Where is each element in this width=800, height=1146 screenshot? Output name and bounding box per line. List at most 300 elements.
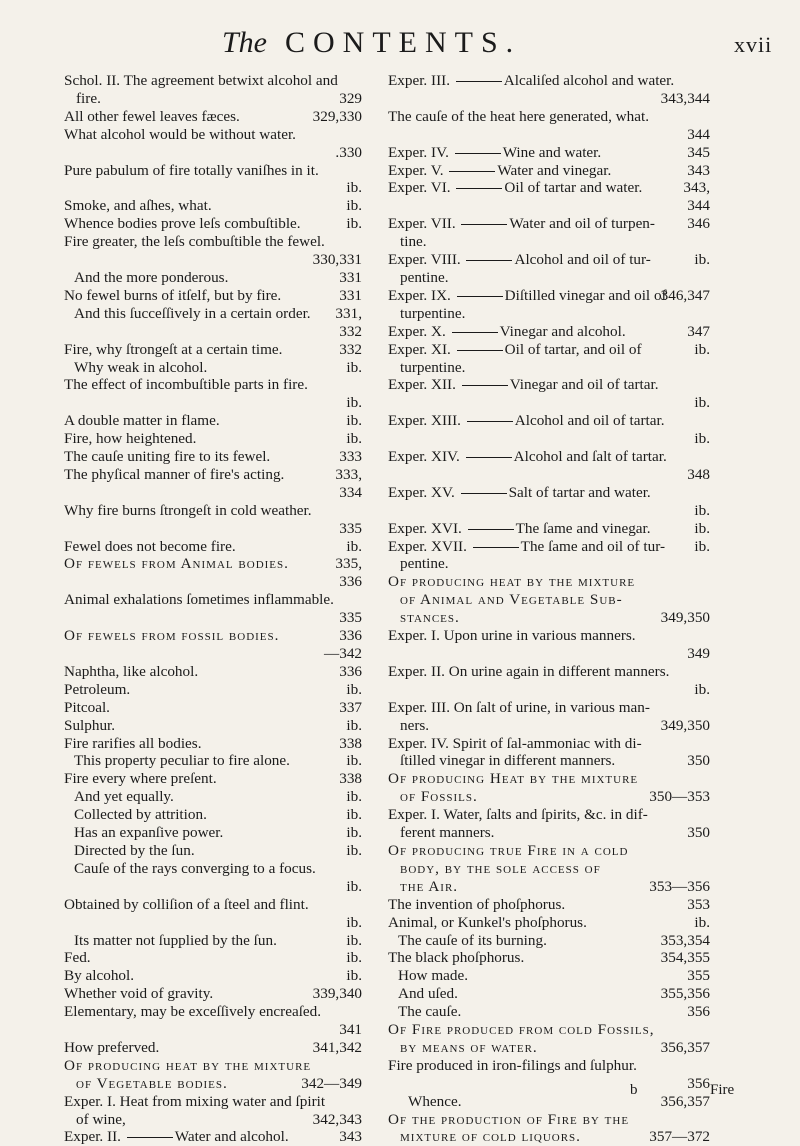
entry-text: Exper. I. Water, ſalts and ſpirits, &c. in dif- (388, 806, 648, 824)
rule-dash (449, 171, 495, 172)
section-heading: by means of water. (400, 1038, 538, 1056)
index-entry (388, 251, 710, 287)
index-entry (388, 1021, 710, 1057)
experiment-label: Exper. III. (388, 72, 454, 89)
entry-line (64, 108, 362, 126)
entry-line (64, 627, 362, 645)
title-article: The (222, 26, 267, 59)
index-entry (64, 359, 362, 377)
entry-text: Animal, or Kunkel's phoſphorus. (388, 913, 587, 931)
entry-text: Whence. (408, 1092, 462, 1110)
section-heading: mixture of cold liquors. (400, 1128, 581, 1146)
entry-text: turpentine. (400, 304, 466, 322)
entry-line (388, 609, 710, 627)
entry-text: Fire every where preſent. (64, 770, 217, 788)
index-entry (64, 1057, 362, 1093)
entry-text: Elementary, may be exceſſively encreaſed. (64, 1003, 322, 1021)
entry-line (64, 72, 362, 90)
page-ref: 333 (339, 448, 362, 466)
experiment-label: Exper. IV. (388, 143, 453, 161)
page-ref: 331 (339, 268, 362, 286)
entry-line (64, 538, 362, 556)
index-entry (64, 233, 362, 269)
rule-dash (456, 188, 502, 189)
entry-text: pentine. (400, 268, 449, 286)
index-entry (388, 520, 710, 538)
page-ref: 356,357 (660, 1092, 710, 1110)
section-heading: Of the production of Fire by the (388, 1110, 630, 1128)
rule-dash (468, 529, 514, 530)
entry-text: Pitcoal. (64, 698, 110, 716)
page-ref: 338 (339, 734, 362, 752)
index-entry (64, 932, 362, 950)
index-entry (64, 717, 362, 735)
entry-line (64, 233, 362, 251)
catchword: Fire (710, 1082, 735, 1098)
index-entry (388, 287, 710, 323)
rule-dash (456, 81, 502, 82)
experiment-label: Exper. VII. (388, 215, 460, 233)
index-entry (388, 967, 710, 985)
page-ref: ib. (346, 967, 362, 985)
entry-text: Fire greater, the leſs combuſtible the fewel. (64, 233, 325, 251)
entry-line (388, 215, 710, 233)
page-ref: 332 (339, 340, 362, 358)
entry-line (64, 967, 362, 985)
entry-text: Exper. II. On urine again in different manners. (388, 662, 670, 680)
entry-line (388, 233, 710, 251)
entry-text: turpentine. (400, 358, 466, 376)
page-ref: 345 (687, 143, 710, 161)
entry-text: And this ſucceſſively in a certain order. (74, 304, 311, 322)
page-ref: 334 (339, 483, 362, 501)
entry-line (388, 663, 710, 681)
rule-dash (455, 153, 501, 154)
entry-line (64, 197, 362, 215)
entry-text: This property peculiar to fire alone. (74, 752, 290, 770)
entry-text: The cauſe. (398, 1003, 462, 1021)
index-entry (64, 466, 362, 502)
index-entry (64, 502, 362, 538)
entry-text: The invention of phoſphorus. (388, 895, 566, 913)
entry-line (388, 179, 710, 197)
entry-text: fire. (76, 89, 101, 107)
page-ref: 331 (339, 286, 362, 304)
index-entry (388, 1003, 710, 1021)
entry-text: The cauſe of the heat here generated, what. (388, 107, 649, 125)
index-entry (64, 1128, 362, 1146)
index-entry (64, 108, 362, 126)
index-entry (64, 1003, 362, 1039)
entry-line (388, 896, 710, 914)
index-entry (64, 412, 362, 430)
page-ref: 355,356 (660, 985, 710, 1003)
page-ref: 331, (335, 304, 362, 322)
index-entry (388, 538, 710, 574)
section-heading: stances. (400, 609, 460, 627)
page-ref: 336 (339, 573, 362, 591)
entry-line (64, 341, 362, 359)
entry-text: Fire rarifies all bodies. (64, 734, 202, 752)
entry-text: Exper. III. On ſalt of urine, in various man- (388, 698, 650, 716)
entry-text: Fire produced in iron-filings and ſulphur. (388, 1056, 637, 1074)
entry-line (388, 878, 710, 896)
index-entry (64, 287, 362, 305)
entry-line (388, 699, 710, 717)
entry-line (388, 914, 710, 932)
entry-line (64, 663, 362, 681)
index-entry (64, 752, 362, 770)
index-entry (388, 484, 710, 520)
page-ref: ib. (346, 877, 362, 895)
page-ref: ib. (694, 537, 710, 555)
entry-line (64, 555, 362, 573)
section-heading: of Animal and Vegetable Sub- (400, 591, 623, 609)
index-entry (64, 824, 362, 842)
entry-text: Schol. II. The agreement betwixt alcohol and (64, 72, 338, 89)
section-heading: of Vegetable bodies. (76, 1074, 228, 1092)
index-entry (388, 144, 710, 162)
entry-text: ners. (400, 716, 430, 734)
index-entry (64, 376, 362, 412)
entry-text: Sulphur. (64, 716, 116, 734)
entry-line (388, 412, 710, 430)
page-ref: 356,357 (660, 1038, 710, 1056)
experiment-label: Exper. IX. (388, 286, 455, 304)
entry-text: The ſame and oil of tur- (520, 537, 666, 555)
entry-text: Smoke, and aſhes, what. (64, 197, 212, 215)
page-ref: ib. (694, 519, 710, 537)
index-entry (64, 448, 362, 466)
index-entry (388, 663, 710, 699)
entry-text: Alcohol and oil of tur- (514, 251, 651, 269)
experiment-label: Exper. VI. (388, 179, 455, 197)
index-entry (388, 448, 710, 484)
page-ref: ib. (694, 340, 710, 358)
experiment-label: Exper. XII. (388, 376, 460, 394)
page-ref: 349 (687, 645, 710, 662)
page-ref: ib. (346, 788, 362, 806)
index-entry (388, 108, 710, 144)
entry-text: All other fewel leaves fæces. (64, 107, 240, 125)
entry-text: of wine, (76, 1110, 126, 1128)
index-entry (64, 663, 362, 681)
rule-dash (461, 493, 507, 494)
entry-line (388, 932, 710, 950)
entry-text: Naphtha, like alcohol. (64, 662, 199, 680)
index-entry (64, 788, 362, 806)
page-ref: ib. (694, 251, 710, 269)
experiment-label: Exper. XIII. (388, 412, 465, 430)
entry-text: Whether void of gravity. (64, 985, 214, 1003)
page-ref: ib. (346, 913, 362, 931)
entry-text: Fire, how heightened. (64, 430, 197, 448)
section-heading: Of producing Heat by the mixture (388, 770, 639, 788)
entry-line (388, 341, 710, 359)
entry-text: The cauſe uniting fire to its fewel. (64, 448, 271, 466)
section-heading: Of fewels from fossil bodies. (64, 627, 280, 645)
page-ref: ib. (346, 394, 362, 412)
entry-line (64, 681, 362, 699)
entry-text: And uſed. (398, 985, 458, 1003)
running-header (0, 26, 800, 66)
index-entry (64, 126, 362, 162)
page-ref: ib. (346, 197, 362, 215)
page-ref: 332 (339, 322, 362, 340)
index-entry (388, 770, 710, 806)
index-entry (388, 699, 710, 735)
index-entry (388, 914, 710, 932)
index-entry (388, 1093, 710, 1111)
index-entry (388, 376, 710, 412)
entry-text: The effect of incombuſtible parts in fire. (64, 376, 308, 394)
index-entry (388, 1111, 710, 1146)
page-ref: ib. (346, 841, 362, 859)
entry-text: Fire, why ſtrongeſt at a certain time. (64, 340, 283, 358)
entry-line (388, 144, 710, 162)
entry-line (388, 806, 710, 824)
index-entry (388, 806, 710, 842)
page-ref: 344 (687, 197, 710, 215)
page-ref: ib. (346, 680, 362, 698)
index-entry (64, 896, 362, 932)
entry-line (388, 591, 710, 609)
page-ref: 350 (687, 824, 710, 842)
page-ref: 354,355 (660, 949, 710, 967)
entry-line (64, 305, 362, 323)
entry-text: Vinegar and alcohol. (499, 322, 626, 340)
index-entry (388, 162, 710, 180)
experiment-label: Exper. XVII. (388, 537, 471, 555)
section-heading: body, by the sole access of (400, 859, 601, 877)
entry-line (388, 949, 710, 967)
entry-line (388, 788, 710, 806)
entry-text: The phyſical manner of fire's acting. (64, 465, 285, 483)
index-entry (388, 341, 710, 377)
entry-line (388, 269, 710, 287)
index-entry (388, 949, 710, 967)
entry-line (388, 1111, 710, 1129)
entry-line (388, 770, 710, 788)
entry-line (64, 717, 362, 735)
entry-line (388, 359, 710, 377)
page-ref: 347 (687, 322, 710, 340)
entry-line (64, 735, 362, 753)
rule-dash (466, 260, 512, 261)
entry-text: Exper. I. Heat from mixing water and ſpirit (64, 1092, 326, 1110)
entry-line (388, 860, 710, 878)
page-ref: 353—356 (649, 877, 710, 895)
page-ref: 341 (339, 1021, 362, 1039)
entry-text: Alcohol and oil of tartar. (514, 412, 665, 430)
entry-line (388, 287, 710, 305)
entry-line (64, 1111, 362, 1129)
title-word: CONTENTS. (285, 26, 522, 59)
index-entry (64, 269, 362, 287)
index-entry (64, 949, 362, 967)
entry-text: Cauſe of the rays converging to a focus. (74, 859, 316, 877)
page-ref: ib. (694, 430, 710, 448)
page-ref: 350—353 (649, 788, 710, 806)
page-ref: ib. (346, 430, 362, 448)
index-entry (64, 591, 362, 627)
page-ref: 330,331 (312, 251, 362, 269)
entry-line (388, 717, 710, 735)
entry-text: How made. (398, 967, 469, 985)
entry-line (64, 1057, 362, 1075)
page-ref: ib. (346, 806, 362, 824)
entry-text: Exper. I. Upon urine in various manners. (388, 627, 636, 645)
entry-text: Collected by attrition. (74, 806, 207, 824)
entry-line (64, 430, 362, 448)
index-entry (388, 412, 710, 448)
entry-line (388, 1021, 710, 1039)
entry-line (64, 788, 362, 806)
entry-text: Oil of tartar, and oil of (504, 340, 642, 358)
rule-dash (467, 421, 513, 422)
index-entry (388, 215, 710, 251)
entry-line (64, 770, 362, 788)
entry-line (388, 448, 710, 466)
experiment-label: Exper. XV. (388, 483, 459, 501)
entry-line (64, 985, 362, 1003)
page-number: xvii (734, 32, 773, 57)
index-entry (388, 842, 710, 896)
entry-line (64, 949, 362, 967)
index-entry (64, 985, 362, 1003)
page-ref: 336 (339, 662, 362, 680)
page-title (222, 26, 521, 60)
entry-text: Diſtilled vinegar and oil of (504, 286, 667, 304)
entry-text: How preferved. (64, 1038, 160, 1056)
entry-line (64, 466, 362, 484)
page-ref: 356 (687, 1003, 710, 1021)
entry-text: Wine and water. (502, 143, 602, 161)
page-ref: 353 (687, 895, 710, 913)
entry-line (388, 484, 710, 502)
signature-mark: b (630, 1082, 638, 1098)
page-ref: 343 (687, 161, 710, 179)
page-ref: 343,344 (660, 89, 710, 107)
index-entry (64, 555, 362, 591)
index-entry (64, 1039, 362, 1057)
page-ref: 342—349 (301, 1074, 362, 1092)
page-ref: 349,350 (660, 609, 710, 627)
page-ref: 353,354 (660, 931, 710, 949)
index-entry (388, 1057, 710, 1093)
index-entry (388, 323, 710, 341)
rule-dash (457, 350, 503, 351)
index-entry (64, 806, 362, 824)
entry-line (388, 967, 710, 985)
rule-dash (127, 1137, 173, 1138)
entry-line (64, 126, 362, 144)
entry-text: Fewel does not become fire. (64, 537, 236, 555)
entry-text: By alcohol. (64, 967, 135, 985)
page-ref: ib. (346, 752, 362, 770)
index-entry (64, 305, 362, 341)
entry-text: Water and oil of turpen- (509, 215, 655, 233)
page-ref: ib. (346, 412, 362, 430)
index-entry (388, 179, 710, 215)
entry-text: And yet equally. (74, 788, 174, 806)
entry-line (388, 1057, 710, 1075)
entry-line (388, 376, 710, 394)
entry-text: Oil of tartar and water. (504, 179, 643, 197)
entry-text: The black phoſphorus. (388, 949, 525, 967)
entry-text: Vinegar and oil of tartar. (509, 376, 659, 394)
entry-line (64, 842, 362, 860)
page-ref: 349,350 (660, 716, 710, 734)
entry-line (388, 1039, 710, 1057)
entry-line (64, 896, 362, 914)
section-heading: of Fossils. (400, 788, 478, 806)
experiment-label: Exper. XIV. (388, 448, 464, 466)
section-heading: Of Fire produced from cold Fossils, (388, 1021, 655, 1039)
entry-line (64, 1039, 362, 1057)
rule-dash (452, 332, 498, 333)
section-heading: Of producing true Fire in a cold (388, 841, 629, 859)
entry-text: What alcohol would be without water. (64, 125, 296, 143)
page-ref: 346,347 (660, 286, 710, 304)
entry-line (388, 323, 710, 341)
entry-text: Why weak in alcohol. (74, 358, 208, 376)
rule-dash (461, 224, 507, 225)
entry-line (64, 376, 362, 394)
entry-line (64, 412, 362, 430)
page-ref: ib. (346, 215, 362, 233)
index-entry (64, 538, 362, 556)
page-ref: 333, (335, 465, 362, 483)
page-ref: 357—372 (649, 1128, 710, 1146)
index-entry (64, 770, 362, 788)
page-ref: 343 (339, 1128, 362, 1146)
entry-text: Whence bodies prove leſs combuſtible. (64, 215, 301, 233)
page-ref: ib. (694, 680, 710, 698)
page-ref: 341,342 (312, 1038, 362, 1056)
page-ref: 335 (339, 519, 362, 537)
entry-text: pentine. (400, 555, 449, 573)
section-heading: the Air. (400, 877, 459, 895)
entry-line (64, 448, 362, 466)
entry-line (388, 108, 710, 126)
page-ref: 346 (687, 215, 710, 233)
experiment-label: Exper. XVI. (388, 519, 466, 537)
entry-line (64, 90, 362, 108)
index-entry (64, 699, 362, 717)
entry-line (388, 520, 710, 538)
entry-line (388, 985, 710, 1003)
index-entry (64, 1093, 362, 1129)
page-ref: 355 (687, 967, 710, 985)
entry-text: Alcaliſed alcohol and water. (503, 72, 675, 89)
entry-line (388, 824, 710, 842)
entry-text: Alcohol and ſalt of tartar. (513, 448, 667, 466)
index-entry (64, 967, 362, 985)
experiment-label: Exper. V. (388, 161, 448, 179)
page-ref: 344 (687, 125, 710, 143)
entry-text: Water and vinegar. (497, 161, 612, 179)
page-ref: 350 (687, 752, 710, 770)
entry-line (388, 555, 710, 573)
index-entry (64, 215, 362, 233)
index-entry (64, 842, 362, 860)
page-ref: 338 (339, 770, 362, 788)
entry-text: Why fire burns ſtrongeſt in cold weather. (64, 501, 312, 519)
entry-line (64, 824, 362, 842)
index-entry (388, 985, 710, 1003)
entry-text: Petroleum. (64, 680, 131, 698)
